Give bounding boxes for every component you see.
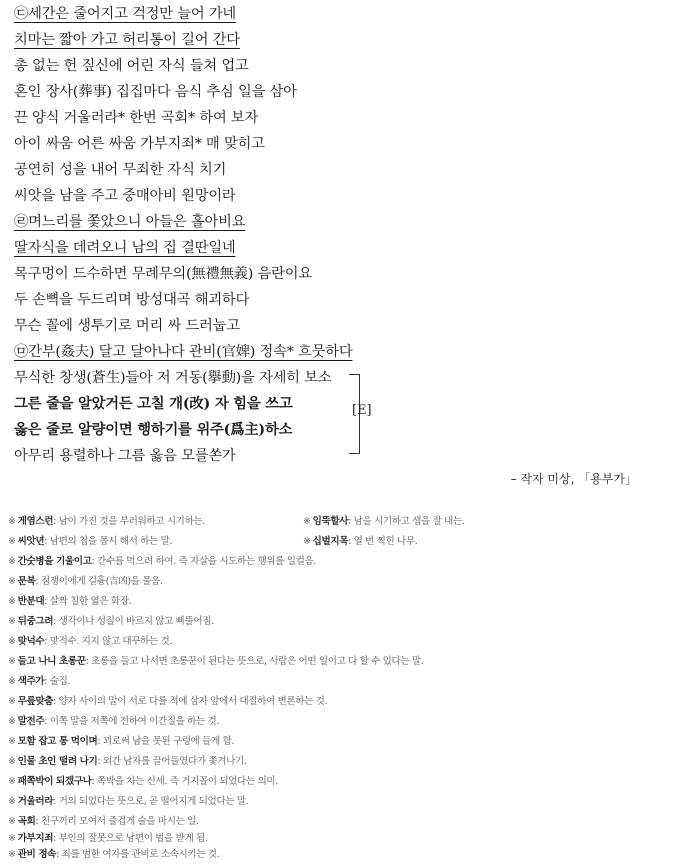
poem-line-17: 옳은 줄로 알량이면 행하기를 위주(爲主)하소 xyxy=(14,422,293,438)
poem-line-4: 혼인 장사(葬事) 집집마다 음식 추심 일을 삼아 xyxy=(14,84,297,100)
poem-line-11: 목구멍이 드수하면 무례무의(無禮無義) 음란이요 xyxy=(14,266,312,282)
footnote: ※ 곡회: 친구끼리 모여서 즐겁게 술을 마시는 일. xyxy=(8,816,199,827)
poem-line-9: ㉣며느리를 쫓았으니 아들은 홀아비요 xyxy=(14,214,246,230)
footnote: ※ 가부지죄: 부인의 잘못으로 남편이 벌을 받게 됨. xyxy=(8,833,208,844)
footnote: ※ 관비 정속: 죄를 범한 여자를 관비로 소속시키는 것. xyxy=(8,849,220,860)
footnote: ※ 말전주: 이쪽 말을 저쪽에 전하여 이간질을 하는 것. xyxy=(8,716,220,727)
footnote: ※ 십벌지목: 열 번 찍힌 나무. xyxy=(303,536,418,547)
poem-line-12: 두 손뼉을 두드리며 방성대곡 해괴하다 xyxy=(14,292,250,308)
poem-line-8: 씨앗을 남을 주고 중매아비 원망이라 xyxy=(14,188,236,204)
poem-line-7: 공연히 성을 내어 무죄한 자식 치기 xyxy=(14,162,227,178)
footnote: ※ 인물 초인 떨려 나기: 외간 남자를 끌어들였다가 쫓겨나기. xyxy=(8,756,247,767)
poem-line-6: 아이 싸움 어른 싸움 가부지죄* 매 맞히고 xyxy=(14,136,265,152)
poem-line-16: 그른 줄을 알았거든 고칠 개(改) 자 힘을 쓰고 xyxy=(14,396,293,412)
poem-line-2: 치마는 짧아 가고 허리통이 길어 간다 xyxy=(14,32,240,48)
footnote: ※ 문복: 점쟁이에게 길흉(吉凶)을 물음. xyxy=(8,576,163,587)
poem-line-15: 무식한 창생(蒼生)들아 저 거동(擧動)을 자세히 보소 xyxy=(14,370,332,386)
poem-line-13: 무슨 꼴에 생투기로 머리 싸 드러눕고 xyxy=(14,318,240,334)
poem-line-14: ㉤간부(姦夫) 달고 달아나다 관비(官婢) 정속* 흐뭇하다 xyxy=(14,344,353,360)
footnote: ※ 게염스런: 남이 가진 것을 부러워하고 시기하는. xyxy=(8,516,205,527)
bracket-label: [E] xyxy=(352,403,372,418)
footnote: ※ 거울러라: 거의 되었다는 뜻으로, 곧 떨어지게 되었다는 말. xyxy=(8,796,249,807)
footnote: ※ 간숫병을 기울이고: 간수를 먹으려 하여. 즉 자살을 시도하는 행위를 일컬음. xyxy=(8,556,316,567)
footnote: ※ 반분대: 살짝 칠한 엷은 화장. xyxy=(8,596,132,607)
footnote: ※ 들고 나니 초롱꾼: 초롱을 들고 나서면 초롱꾼이 된다는 뜻으로, 사람은 어떤 일이고 다 할 수 있다는 말. xyxy=(8,656,424,667)
footnote: ※ 뒤중그려: 생각이나 성질이 바르지 않고 삐뚤어짐. xyxy=(8,616,214,627)
poem-line-3: 총 없는 헌 짚신에 어린 자식 들쳐 업고 xyxy=(14,58,249,74)
footnote: ※ 색주가: 술집. xyxy=(8,676,71,687)
footnote: ※ 무릎맞춤: 양자 사이의 말이 서로 다를 적에 삼자 앞에서 대질하여 변론하는 것. xyxy=(8,696,328,707)
circled-mark: ㉤ xyxy=(14,344,29,360)
footnote: ※ 임뚝할사: 남을 시기하고 샘을 잘 내는. xyxy=(303,516,465,527)
circled-mark: ㉢ xyxy=(14,6,29,22)
poem-line-1: ㉢세간은 줄어지고 걱정만 늘어 가네 xyxy=(14,6,237,22)
footnote: ※ 패쪽박이 되겠구나: 쪽박을 차는 신세. 즉 거지꼴이 되었다는 의미. xyxy=(8,776,278,787)
poem-line-5: 끈 양식 거울러라* 한번 곡회* 하여 보자 xyxy=(14,110,259,126)
footnote: ※ 맞넉수: 맞적수. 지지 않고 대꾸하는 것. xyxy=(8,636,173,647)
footnote: ※ 모함 잡고 통 먹이며: 꾀로써 남을 못된 구렁에 들게 함. xyxy=(8,736,235,747)
circled-mark: ㉣ xyxy=(14,214,29,230)
poem-line-10: 딸자식을 데려오니 남의 집 결딴일네 xyxy=(14,240,236,256)
footnote: ※ 씨앗년: 남편의 첩을 몹시 해서 하는 말. xyxy=(8,536,173,547)
source-citation: – 작자 미상, 「용부가」 xyxy=(510,472,637,486)
poem-line-18: 아무리 용렬하나 그름 옳음 모를쏜가 xyxy=(14,448,236,464)
